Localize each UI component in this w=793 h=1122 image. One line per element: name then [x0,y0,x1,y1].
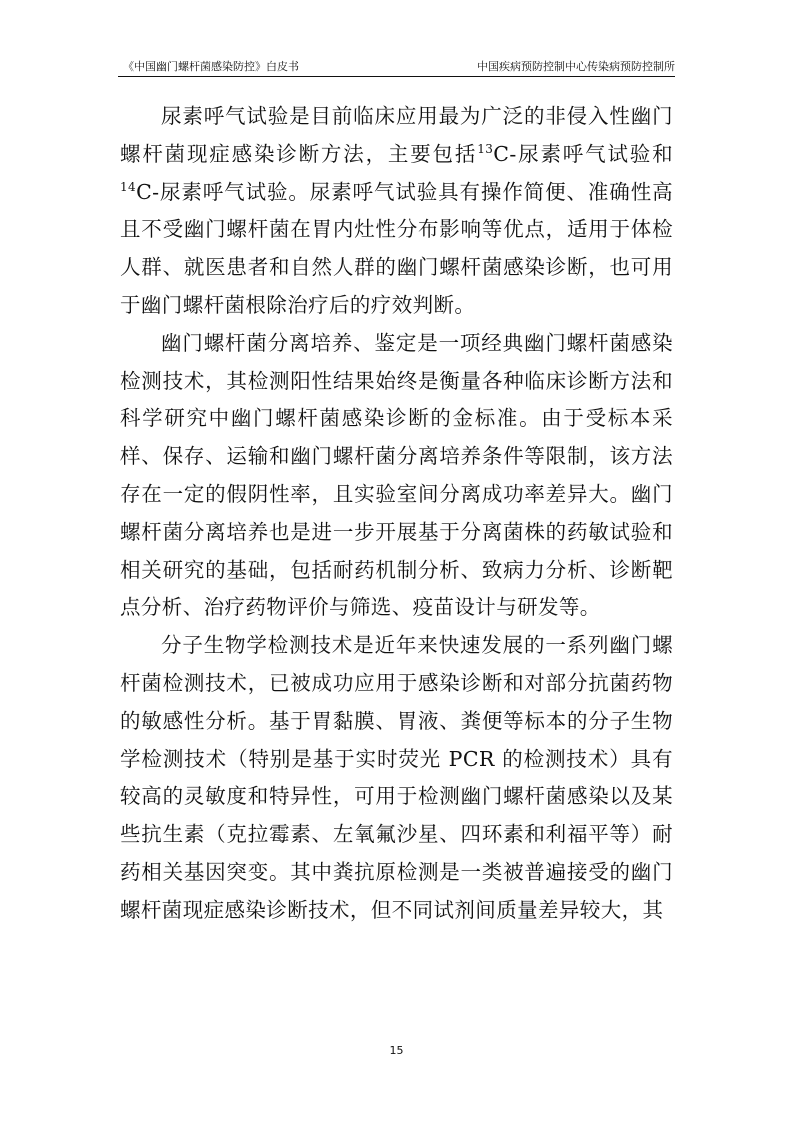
page-header [123,56,675,76]
header-organization: 中国疾病预防控制中心传染病预防控制所 [477,60,675,73]
paragraph-text: C-尿素呼气试验。尿素呼气试验具有操作简便、准确性高且不受幽门螺杆菌在胃内灶性分布影响等优点，适用于体检人群、就医患者和自然人群的幽门螺杆菌感染诊断，也可用于幽门螺杆菌根除治疗后的疗效判断。 [120,179,673,317]
header-divider [118,76,675,77]
body-text [120,98,673,930]
page-number: 15 [389,1044,404,1057]
superscript-13: 13 [477,141,494,156]
header-title: 《中国幽门螺杆菌感染防控》白皮书 [123,60,299,73]
paragraph-urea-breath-test [120,98,673,325]
superscript-14: 14 [120,179,137,194]
paragraph-molecular-detection: 分子生物学检测技术是近年来快速发展的一系列幽门螺杆菌检测技术，已被成功应用于感染诊断和对部分抗菌药物的敏感性分析。基于胃黏膜、胃液、粪便等标本的分子生物学检测技术（特别是基于实时荧光 PCR 的检测技术）具有较高的灵敏度和特异性，可用于检测幽门螺杆菌感染以及某些抗生素（克拉霉素、左氧氟沙星、四环素和利福平等）耐药相关基因突变。其中粪抗原检测是一类被普遍接受的幽门螺杆菌现症感染诊断技术，但不同试剂间质量差异较大，其 [120,633,673,922]
paragraph-culture-identification: 幽门螺杆菌分离培养、鉴定是一项经典幽门螺杆菌感染检测技术，其检测阳性结果始终是衡量各种临床诊断方法和科学研究中幽门螺杆菌感染诊断的金标准。由于受标本采样、保存、运输和幽门螺杆菌分离培养条件等限制，该方法存在一定的假阴性率，且实验室间分离成功率差异大。幽门螺杆菌分离培养也是进一步开展基于分离菌株的药敏试验和相关研究的基础，包括耐药机制分析、致病力分析、诊断靶点分析、治疗药物评价与筛选、疫苗设计与研发等。 [120,330,673,620]
paragraph-text: 尿素呼气试验是目前临床应用最为广泛的非侵入性幽门螺杆菌现症感染诊断方法，主要包括 [120,104,673,166]
paragraph-text: C-尿素呼气试验和 [493,141,673,166]
